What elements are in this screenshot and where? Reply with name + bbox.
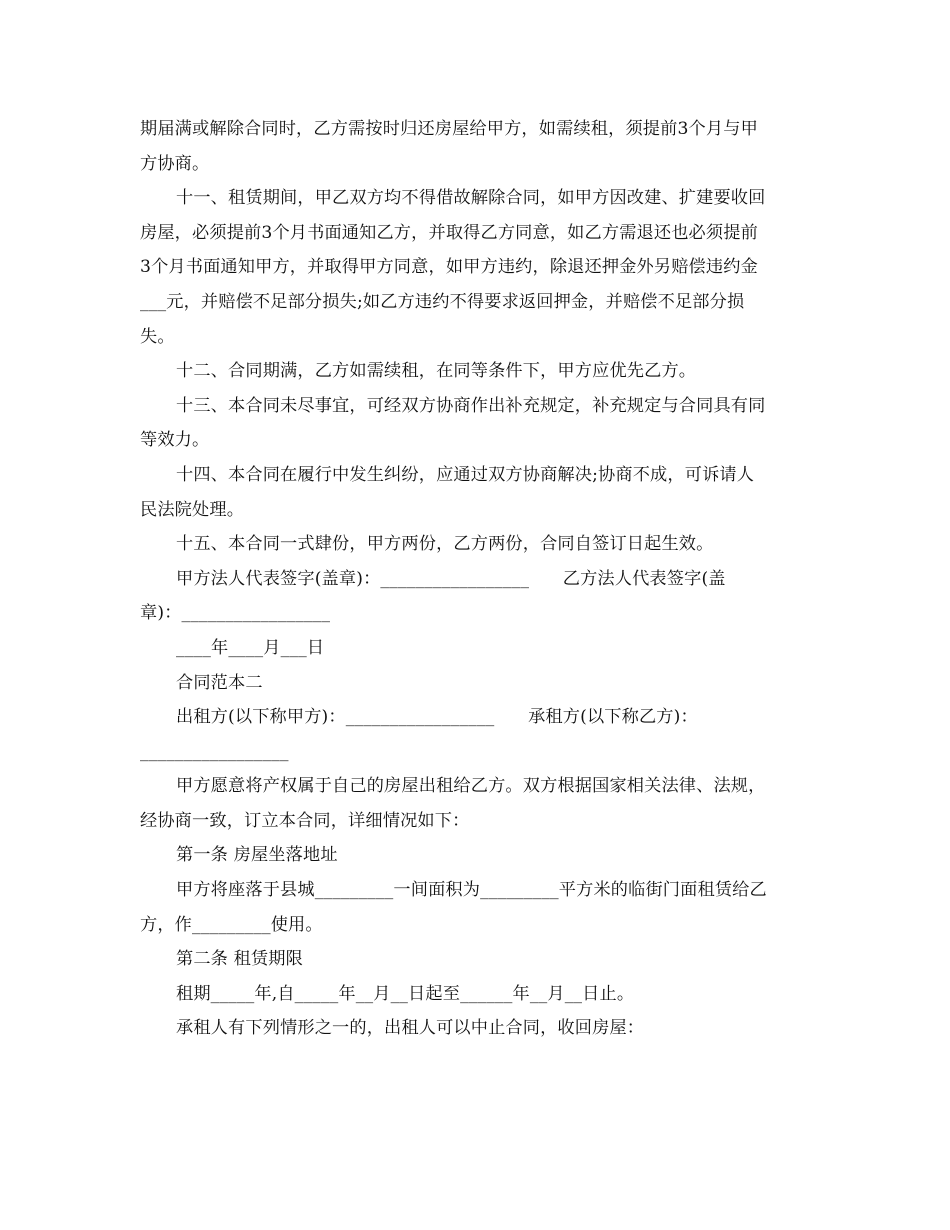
clause-11-line: 十一、租赁期间，甲乙双方均不得借故解除合同，如甲方因改建、扩建要收回: [176, 188, 766, 209]
text-line: ___元，并赔偿不足部分损失;如乙方违约不得要求返回押金，并赔偿不足部分损: [140, 291, 745, 312]
text-line: 房屋，必须提前3个月书面通知乙方，并取得乙方同意，如乙方需退还也必须提前: [140, 222, 758, 243]
date-line: ____年____月___日: [176, 637, 325, 658]
text-line: 方协商。: [140, 153, 210, 174]
text-line: 等效力。: [140, 430, 210, 451]
signature-line-continued: 章)：_________________: [140, 603, 331, 624]
clause-14-line: 十四、本合同在履行中发生纠纷，应通过双方协商解决;协商不成，可诉请人: [176, 464, 755, 485]
text-line: 期届满或解除合同时，乙方需按时归还房屋给甲方，如需续租，须提前3个月与甲: [140, 119, 758, 139]
text-line: 经协商一致，订立本合同，详细情况如下：: [140, 810, 470, 831]
text-line: 失。: [140, 326, 175, 347]
clause-13-line: 十三、本合同未尽事宜，可经双方协商作出补充规定，补充规定与合同具有同: [176, 395, 766, 416]
document-page: [140, 112, 812, 1046]
section-title: 合同范本二: [176, 672, 263, 693]
termination-line: 承租人有下列情形之一的，出租人可以中止合同，收回房屋：: [176, 1018, 645, 1039]
text-line: 3个月书面通知甲方，并取得甲方同意，如甲方违约，除退还押金外另赔偿违约金: [140, 257, 758, 278]
clause-15-line: 十五、本合同一式肆份，甲方两份，乙方两份，合同自签订日起生效。: [176, 534, 714, 555]
article-1-line: 甲方将座落于县城_________一间面积为_________平方米的临街门面租赁给乙: [176, 880, 767, 901]
parties-line-continued: _________________: [140, 741, 289, 762]
lease-term-line: 租期_____年,自_____年__月__日起至______年__月__日止。: [176, 983, 635, 1004]
article-1-heading: 第一条 房屋坐落地址: [176, 845, 338, 866]
intro-line: 甲方愿意将产权属于自己的房屋出租给乙方。双方根据国家相关法律、法规，: [176, 776, 766, 797]
article-2-heading: 第二条 租赁期限: [176, 949, 303, 970]
text-line: 民法院处理。: [140, 499, 245, 520]
signature-line: 甲方法人代表签字(盖章)：_________________ 乙方法人代表签字(盖: [176, 568, 726, 589]
clause-12-line: 十二、合同期满，乙方如需续租，在同等条件下，甲方应优先乙方。: [176, 361, 697, 382]
parties-line: 出租方(以下称甲方)：_________________ 承租方(以下称乙方)：: [176, 707, 698, 728]
text-line: 方，作_________使用。: [140, 914, 323, 935]
